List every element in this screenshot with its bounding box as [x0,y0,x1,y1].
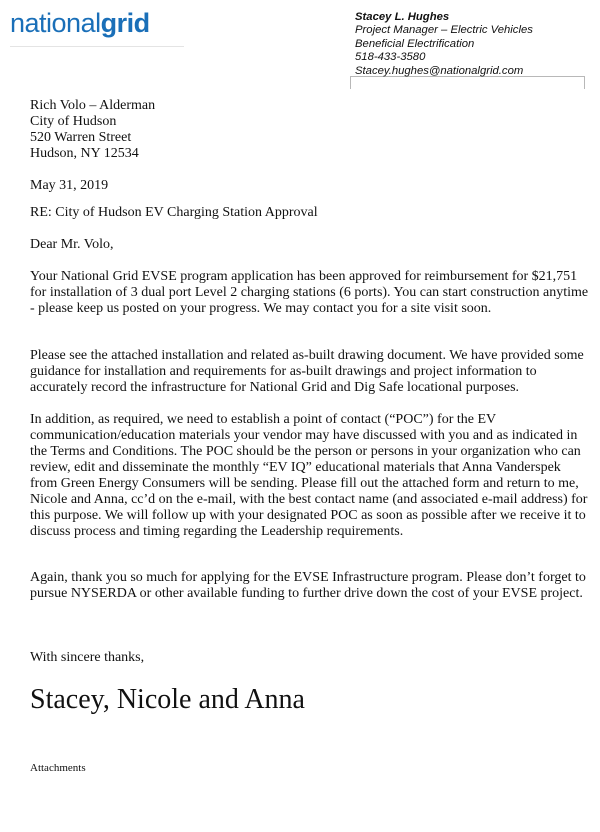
sender-email: Stacey.hughes@nationalgrid.com [355,64,524,77]
letter-date: May 31, 2019 [30,178,109,193]
paragraph-thanks-text: Again, thank you so much for applying for the EVSE Infrastructure program. Please don’t forget to pursue NYSERDA or other available funding to further drive down the cost of your EVSE project. [30,570,586,601]
sender-contact-block [355,11,583,78]
sender-name: Stacey L. Hughes [355,11,450,23]
logo-text-grid: grid [100,8,150,38]
paragraph-drawings [30,348,590,396]
recipient-street: 520 Warren Street [30,130,132,145]
national-grid-logo [10,4,184,47]
paragraph-poc [30,412,590,540]
signature: Stacey, Nicole and Anna [30,684,305,715]
recipient-name: Rich Volo – Alderman [30,98,156,113]
sender-title: Project Manager – Electric Vehicles [355,24,533,37]
sender-department: Beneficial Electrification [355,37,475,50]
letter-subject: RE: City of Hudson EV Charging Station Approval [30,205,318,220]
attachments-note: Attachments [30,762,86,774]
closing: With sincere thanks, [30,650,145,665]
paragraph-drawings-text: Please see the attached installation and related as-built drawing document. We have provided some guidance for installation and requirements for as-built drawings and project information to accurately record the infrastructure for National Grid and Dig Safe locational purposes. [30,348,584,395]
paragraph-thanks [30,570,590,602]
paragraph-poc-text: In addition, as required, we need to establish a point of contact (“POC”) for the EV communication/education materials your vendor may have discussed with you and as indicated in the Terms and Conditions. The POC should be the person or persons in your organization who can review, edit and disseminate the monthly “EV IQ” educational materials that Anna Vanderspek from Green Energy Consumers will be sending. Please fill out the attached form and return to me, Nicole and Anna, cc’d on the e-mail, with the best contact name (and associated e-mail address) for this purpose. We will follow up with your designated POC as soon as possible after we receive it to discuss process and timing regarding the Leadership requirements. [30,412,588,539]
recipient-address [30,98,590,162]
paragraph-approval [30,269,590,317]
paragraph-approval-text: Your National Grid EVSE program application has been approved for reimbursement for $21,751 for installation of 3 dual port Level 2 charging stations (6 ports). You can start construction anytime - please keep us posted on your progress. We may contact you for a site visit soon. [30,269,589,316]
logo-text-national: national [10,8,101,38]
sender-phone: 518-433-3580 [355,51,426,64]
salutation: Dear Mr. Volo, [30,237,114,252]
recipient-organization: City of Hudson [30,114,117,129]
recipient-city: Hudson, NY 12534 [30,146,139,161]
